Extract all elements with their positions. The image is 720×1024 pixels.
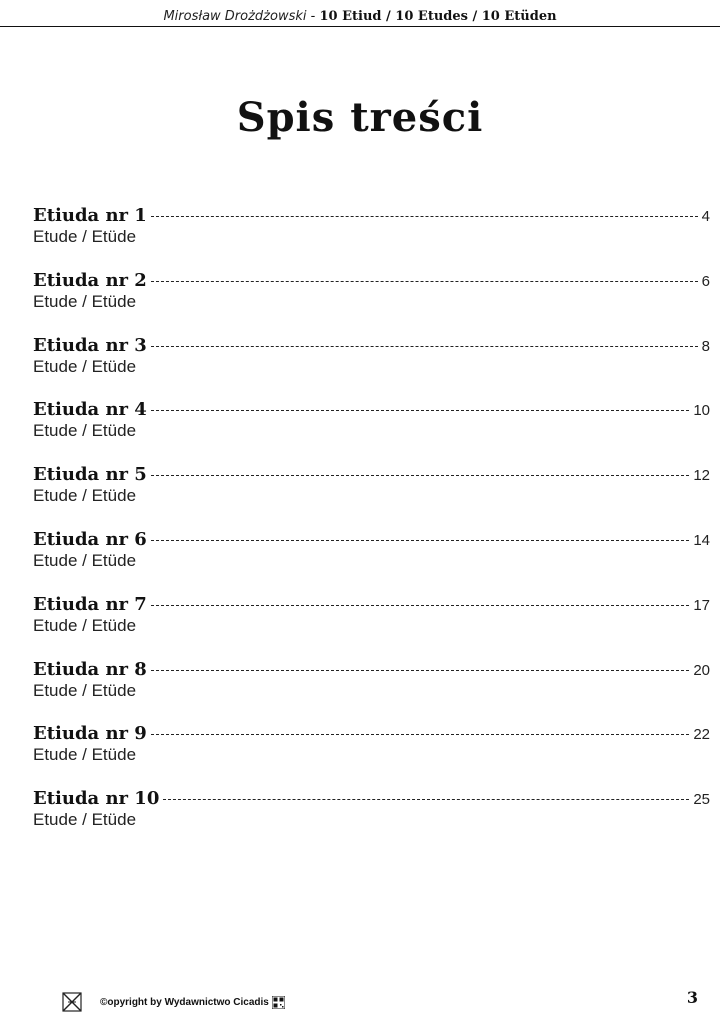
dotted-leader	[151, 475, 689, 476]
toc-subtitle: Etude / Etüde	[33, 550, 137, 570]
dotted-leader	[151, 734, 689, 735]
toc-line	[33, 529, 710, 550]
toc-page-number: 14	[693, 531, 710, 549]
toc-page-number: 20	[693, 661, 710, 679]
toc-line	[33, 270, 710, 291]
toc-entry-6[interactable]	[33, 529, 710, 594]
qr-code-icon	[272, 996, 285, 1009]
toc-line	[33, 335, 710, 356]
toc-subtitle: Etude / Etüde	[33, 486, 137, 506]
toc-line	[33, 594, 710, 615]
toc-title: Etiuda nr 1	[33, 205, 147, 226]
toc-subtitle: Etude / Etüde	[33, 421, 137, 441]
toc-line	[33, 788, 710, 809]
toc-subtitle: Etude / Etüde	[33, 291, 137, 311]
dotted-leader	[151, 216, 698, 217]
toc-title: Etiuda nr 7	[33, 593, 147, 615]
toc-line	[33, 659, 710, 680]
toc-page-number: 22	[693, 726, 710, 744]
table-of-contents	[33, 205, 710, 853]
toc-entry-7[interactable]	[33, 594, 710, 659]
toc-entry-8[interactable]	[33, 659, 710, 724]
dotted-leader	[151, 346, 698, 347]
toc-page-number: 6	[701, 272, 710, 290]
dotted-leader	[151, 540, 689, 541]
toc-title: Etiuda nr 6	[33, 528, 147, 550]
toc-title: Etiuda nr 5	[33, 464, 147, 486]
header-title: 10 Etiud / 10 Etudes / 10 Etüden	[319, 9, 557, 24]
toc-entry-2[interactable]	[33, 270, 710, 335]
toc-subtitle: Etude / Etüde	[33, 680, 137, 700]
toc-page-number: 8	[701, 337, 710, 355]
toc-entry-3[interactable]	[33, 335, 710, 400]
toc-page-number: 10	[693, 402, 710, 420]
toc-title: Etiuda nr 4	[33, 399, 147, 421]
toc-entry-9[interactable]	[33, 723, 710, 788]
header-author: Mirosław Drożdżowski	[163, 9, 307, 24]
toc-subtitle: Etude / Etüde	[33, 356, 137, 376]
dotted-leader	[151, 410, 689, 411]
toc-subtitle: Etude / Etüde	[33, 745, 137, 765]
toc-subtitle: Etude / Etüde	[33, 615, 137, 635]
toc-title: Etiuda nr 9	[33, 723, 147, 745]
toc-line	[33, 464, 710, 485]
dotted-leader	[151, 670, 689, 671]
footer	[60, 990, 285, 1014]
page-title: Spis treści	[236, 94, 484, 141]
dotted-leader	[151, 281, 698, 282]
toc-subtitle: Etude / Etüde	[33, 227, 137, 246]
toc-title: Etiuda nr 3	[33, 334, 147, 356]
dotted-leader	[151, 605, 689, 606]
toc-entry-10[interactable]	[33, 788, 710, 853]
running-header	[0, 0, 720, 26]
toc-entry-5[interactable]	[33, 464, 710, 529]
header-separator: -	[306, 9, 320, 24]
toc-page-number: 17	[693, 596, 710, 614]
toc-subtitle: Etude / Etüde	[33, 810, 137, 830]
toc-page-number: 4	[701, 208, 710, 225]
crossed-pen-logo-icon	[60, 990, 84, 1014]
copyright-text: ©opyright by Wydawnictwo Cicadis	[100, 996, 269, 1008]
toc-entry-1[interactable]	[33, 205, 710, 270]
page-number: 3	[686, 988, 698, 1007]
toc-entry-4[interactable]	[33, 399, 710, 464]
toc-line	[33, 399, 710, 420]
dotted-leader	[163, 799, 689, 800]
toc-title: Etiuda nr 2	[33, 269, 147, 291]
toc-page-number: 25	[693, 791, 710, 809]
toc-title: Etiuda nr 10	[33, 788, 160, 810]
toc-line	[33, 205, 710, 226]
header-rule	[0, 26, 720, 27]
toc-title: Etiuda nr 8	[33, 658, 147, 680]
toc-line	[33, 723, 710, 744]
toc-page-number: 12	[693, 467, 710, 485]
